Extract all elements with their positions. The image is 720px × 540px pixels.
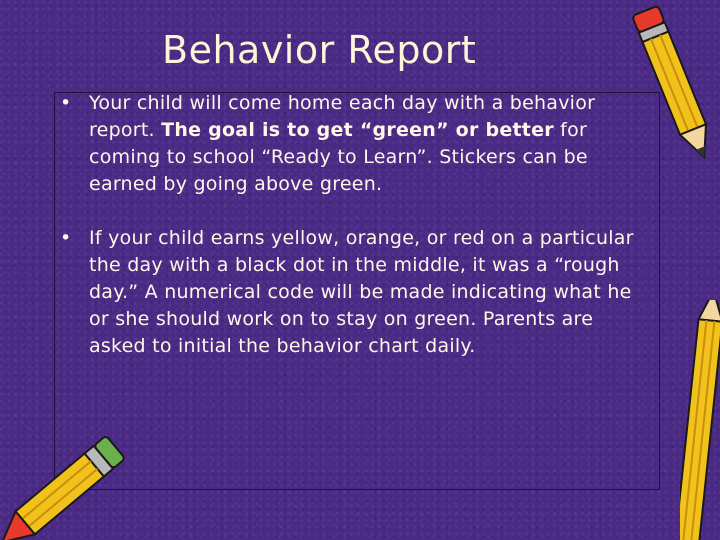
bullet-marker: • (60, 227, 72, 249)
bullet-item-1 (60, 90, 650, 198)
bullet-2-text: If your child earns yellow, orange, or red on a particular the day with a black dot in the middle, it was a “rough day.” A numerical code will be made indicating what he or she should work on to stay on green. Parents are asked to initial the behavior chart daily. (89, 227, 634, 357)
bullet-marker: • (60, 92, 72, 114)
page-title: Behavior Report (162, 28, 477, 72)
pencil-icon (0, 430, 130, 540)
bullet-list (60, 90, 650, 360)
bullet-1-bold: The goal is to get “green” or better (161, 119, 554, 141)
pencil-icon (630, 0, 720, 170)
bullet-1-lead: Your child will come home each day with a behavior report. (89, 92, 596, 141)
pencil-icon (680, 300, 720, 540)
bullet-item-2 (60, 225, 650, 360)
bullet-1-tail: for coming to school “Ready to Learn”. Stickers can be earned by going above green. (89, 119, 588, 195)
